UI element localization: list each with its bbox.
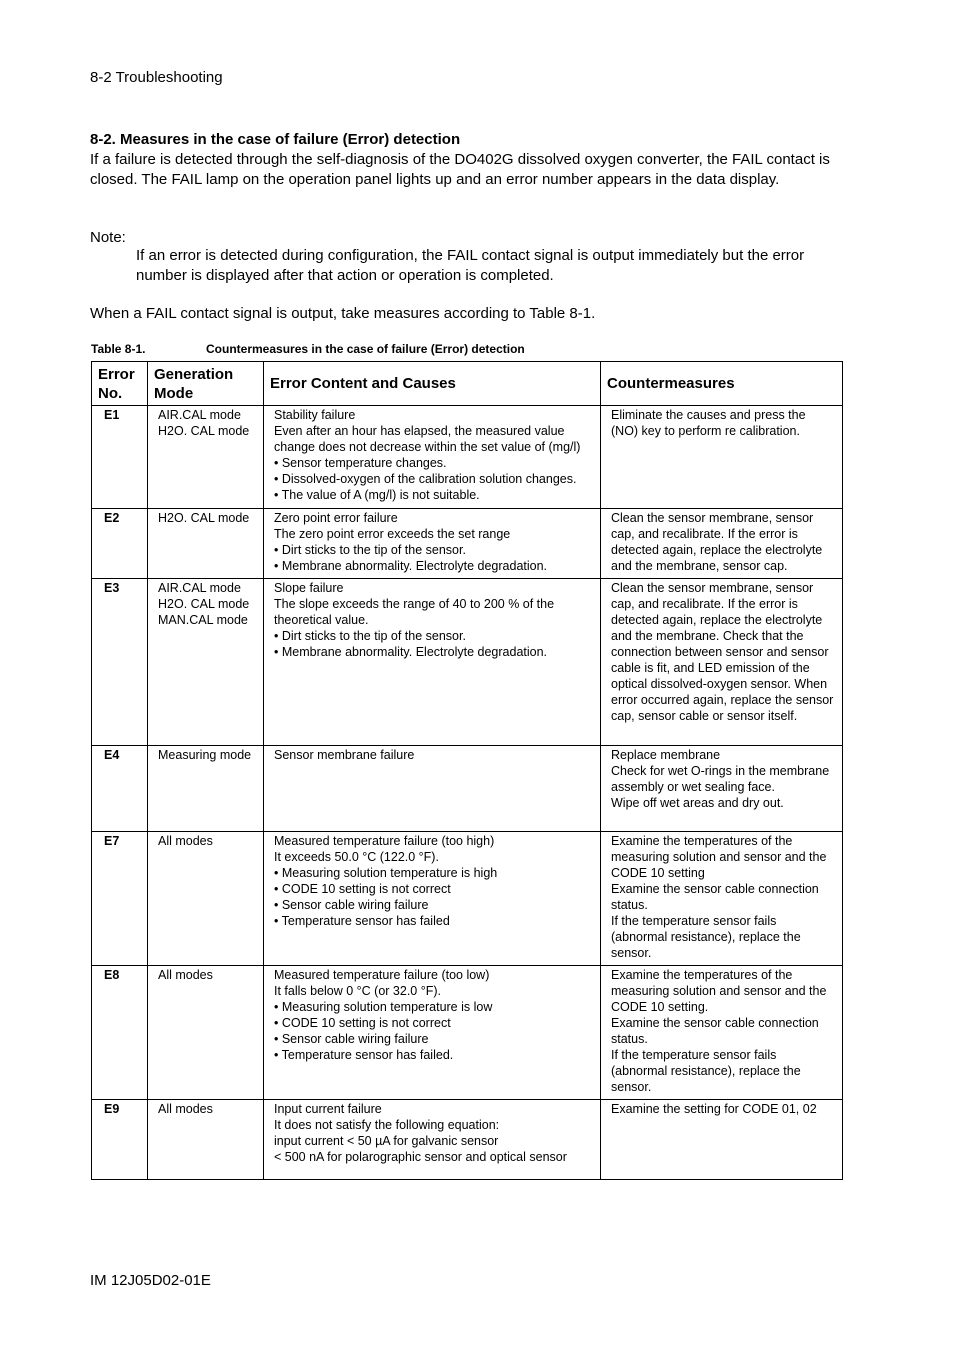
table-row bbox=[92, 746, 843, 832]
error-content-line: • Sensor cable wiring failure bbox=[274, 898, 429, 912]
error-content-line: • Dissolved-oxygen of the calibration solution changes. bbox=[274, 472, 577, 486]
countermeasure-line: Examine the temperatures of the measuring solution and sensor and the CODE 10 setting. bbox=[611, 968, 830, 1014]
table-row bbox=[92, 406, 843, 509]
error-content-cell bbox=[264, 832, 601, 966]
error-content-line: • Measuring solution temperature is high bbox=[274, 866, 498, 880]
header-generation-mode: Generation Mode bbox=[148, 362, 264, 406]
countermeasure-line: Check for wet O-rings in the membrane assembly or wet sealing face. bbox=[611, 764, 833, 794]
countermeasure-line: Examine the sensor cable connection status. bbox=[611, 882, 823, 912]
generation-mode-line: Measuring mode bbox=[158, 748, 252, 762]
header-countermeasures: Countermeasures bbox=[601, 362, 843, 406]
countermeasure-cell bbox=[601, 966, 843, 1100]
generation-mode-cell bbox=[148, 746, 264, 832]
section-title: 8-2. Measures in the case of failure (Error) detection bbox=[90, 131, 461, 148]
error-content-line: • Sensor temperature changes. bbox=[274, 456, 447, 470]
error-content-line: • CODE 10 setting is not correct bbox=[274, 1016, 451, 1030]
table-row bbox=[92, 966, 843, 1100]
error-content-line: • Measuring solution temperature is low bbox=[274, 1000, 493, 1014]
countermeasure-line: Wipe off wet areas and dry out. bbox=[611, 796, 784, 810]
error-content-line: • Dirt sticks to the tip of the sensor. bbox=[274, 543, 466, 557]
error-content-cell bbox=[264, 966, 601, 1100]
error-content-line: • Membrane abnormality. Electrolyte degradation. bbox=[274, 645, 548, 659]
countermeasure-line: Examine the setting for CODE 01, 02 bbox=[611, 1102, 817, 1116]
generation-mode-line: MAN.CAL mode bbox=[158, 613, 248, 627]
generation-mode-cell bbox=[148, 579, 264, 746]
generation-mode-cell bbox=[148, 1100, 264, 1180]
error-content-line: It falls below 0 °C (or 32.0 °F). bbox=[274, 984, 441, 998]
table-caption bbox=[91, 342, 525, 356]
countermeasure-line: Eliminate the causes and press the (NO) key to perform re calibration. bbox=[611, 408, 810, 438]
error-content-line: Slope failure bbox=[274, 581, 344, 595]
countermeasure-line: Examine the temperatures of the measuring solution and sensor and the CODE 10 setting bbox=[611, 834, 830, 880]
error-content-line: Input current failure bbox=[274, 1102, 382, 1116]
error-content-cell bbox=[264, 746, 601, 832]
error-content-line: < 500 nA for polarographic sensor and optical sensor bbox=[274, 1150, 567, 1164]
generation-mode-line: AIR.CAL mode bbox=[158, 581, 241, 595]
error-content-line: • The value of A (mg/l) is not suitable. bbox=[274, 488, 480, 502]
generation-mode-line: H2O. CAL mode bbox=[158, 424, 250, 438]
error-content-line: • Temperature sensor has failed. bbox=[274, 1048, 454, 1062]
error-code: E2 bbox=[92, 509, 148, 579]
error-code: E3 bbox=[92, 579, 148, 746]
error-content-line: • CODE 10 setting is not correct bbox=[274, 882, 451, 896]
error-content-line: The slope exceeds the range of 40 to 200 % of the theoretical value. bbox=[274, 597, 558, 627]
generation-mode-cell bbox=[148, 966, 264, 1100]
table-caption-title: Countermeasures in the case of failure (Error) detection bbox=[206, 342, 525, 356]
table-row bbox=[92, 1100, 843, 1180]
error-content-line: Even after an hour has elapsed, the measured value change does not decrease within the set value of (mg/l) bbox=[274, 424, 581, 454]
countermeasure-line: Clean the sensor membrane, sensor cap, and recalibrate. If the error is detected again, replace the electrolyte and the membrane. Check that the connection between sensor and sensor cable is fit, and LED emission of the optical dissolved-oxygen sensor. When error occurred again, replace the sensor cap, sensor cable or sensor itself. bbox=[611, 581, 837, 723]
countermeasure-cell bbox=[601, 746, 843, 832]
table-caption-number: Table 8-1. bbox=[91, 342, 146, 356]
error-content-line: • Sensor cable wiring failure bbox=[274, 1032, 429, 1046]
error-content-line: The zero point error exceeds the set range bbox=[274, 527, 511, 541]
generation-mode-line: H2O. CAL mode bbox=[158, 597, 250, 611]
error-content-cell bbox=[264, 579, 601, 746]
countermeasure-line: Examine the sensor cable connection status. bbox=[611, 1016, 823, 1046]
error-code: E1 bbox=[92, 406, 148, 509]
generation-mode-cell bbox=[148, 832, 264, 966]
error-content-line: Stability failure bbox=[274, 408, 356, 422]
error-content-line: • Dirt sticks to the tip of the sensor. bbox=[274, 629, 466, 643]
intro-paragraph: If a failure is detected through the self-diagnosis of the DO402G dissolved oxygen converter, the FAIL contact is closed. The FAIL lamp on the operation panel lights up and an error number appears in the data display. bbox=[90, 151, 830, 188]
generation-mode-line: AIR.CAL mode bbox=[158, 408, 241, 422]
countermeasure-line: Replace membrane bbox=[611, 748, 721, 762]
table-row bbox=[92, 832, 843, 966]
generation-mode-line: H2O. CAL mode bbox=[158, 511, 250, 525]
countermeasure-cell bbox=[601, 1100, 843, 1180]
generation-mode-line: All modes bbox=[158, 1102, 213, 1116]
countermeasure-cell bbox=[601, 509, 843, 579]
countermeasure-cell bbox=[601, 406, 843, 509]
countermeasure-cell bbox=[601, 579, 843, 746]
error-content-cell bbox=[264, 1100, 601, 1180]
instruction-paragraph: When a FAIL contact signal is output, take measures according to Table 8-1. bbox=[90, 305, 596, 322]
generation-mode-line: All modes bbox=[158, 968, 213, 982]
error-code: E9 bbox=[92, 1100, 148, 1180]
table-header-row bbox=[92, 362, 843, 406]
error-code: E7 bbox=[92, 832, 148, 966]
error-content-cell bbox=[264, 406, 601, 509]
header-error-content: Error Content and Causes bbox=[264, 362, 601, 406]
countermeasure-line: If the temperature sensor fails (abnormal resistance), replace the sensor. bbox=[611, 914, 805, 960]
error-content-line: input current < 50 µA for galvanic sensor bbox=[274, 1134, 499, 1148]
error-content-line: Zero point error failure bbox=[274, 511, 398, 525]
error-content-line: • Temperature sensor has failed bbox=[274, 914, 450, 928]
error-table bbox=[91, 361, 843, 1180]
note-body: If an error is detected during configuration, the FAIL contact signal is output immediately but the error number is displayed after that action or operation is completed. bbox=[136, 247, 805, 284]
countermeasure-line: Clean the sensor membrane, sensor cap, and recalibrate. If the error is detected again, replace the electrolyte and the membrane, sensor cap. bbox=[611, 511, 826, 573]
document-id-footer: IM 12J05D02-01E bbox=[90, 1272, 211, 1289]
running-header: 8-2 Troubleshooting bbox=[90, 69, 223, 86]
generation-mode-cell bbox=[148, 406, 264, 509]
countermeasure-line: If the temperature sensor fails (abnormal resistance), replace the sensor. bbox=[611, 1048, 805, 1094]
generation-mode-line: All modes bbox=[158, 834, 213, 848]
error-content-line: It exceeds 50.0 °C (122.0 °F). bbox=[274, 850, 439, 864]
error-content-line: • Membrane abnormality. Electrolyte degradation. bbox=[274, 559, 548, 573]
error-content-line: Measured temperature failure (too low) bbox=[274, 968, 490, 982]
note-label: Note: bbox=[90, 229, 126, 246]
generation-mode-cell bbox=[148, 509, 264, 579]
countermeasure-cell bbox=[601, 832, 843, 966]
error-content-line: Measured temperature failure (too high) bbox=[274, 834, 495, 848]
error-content-cell bbox=[264, 509, 601, 579]
error-content-line: It does not satisfy the following equation: bbox=[274, 1118, 500, 1132]
error-code: E4 bbox=[92, 746, 148, 832]
table-row bbox=[92, 579, 843, 746]
table-row bbox=[92, 509, 843, 579]
header-error-no: Error No. bbox=[92, 362, 148, 406]
error-code: E8 bbox=[92, 966, 148, 1100]
error-content-line: Sensor membrane failure bbox=[274, 748, 415, 762]
